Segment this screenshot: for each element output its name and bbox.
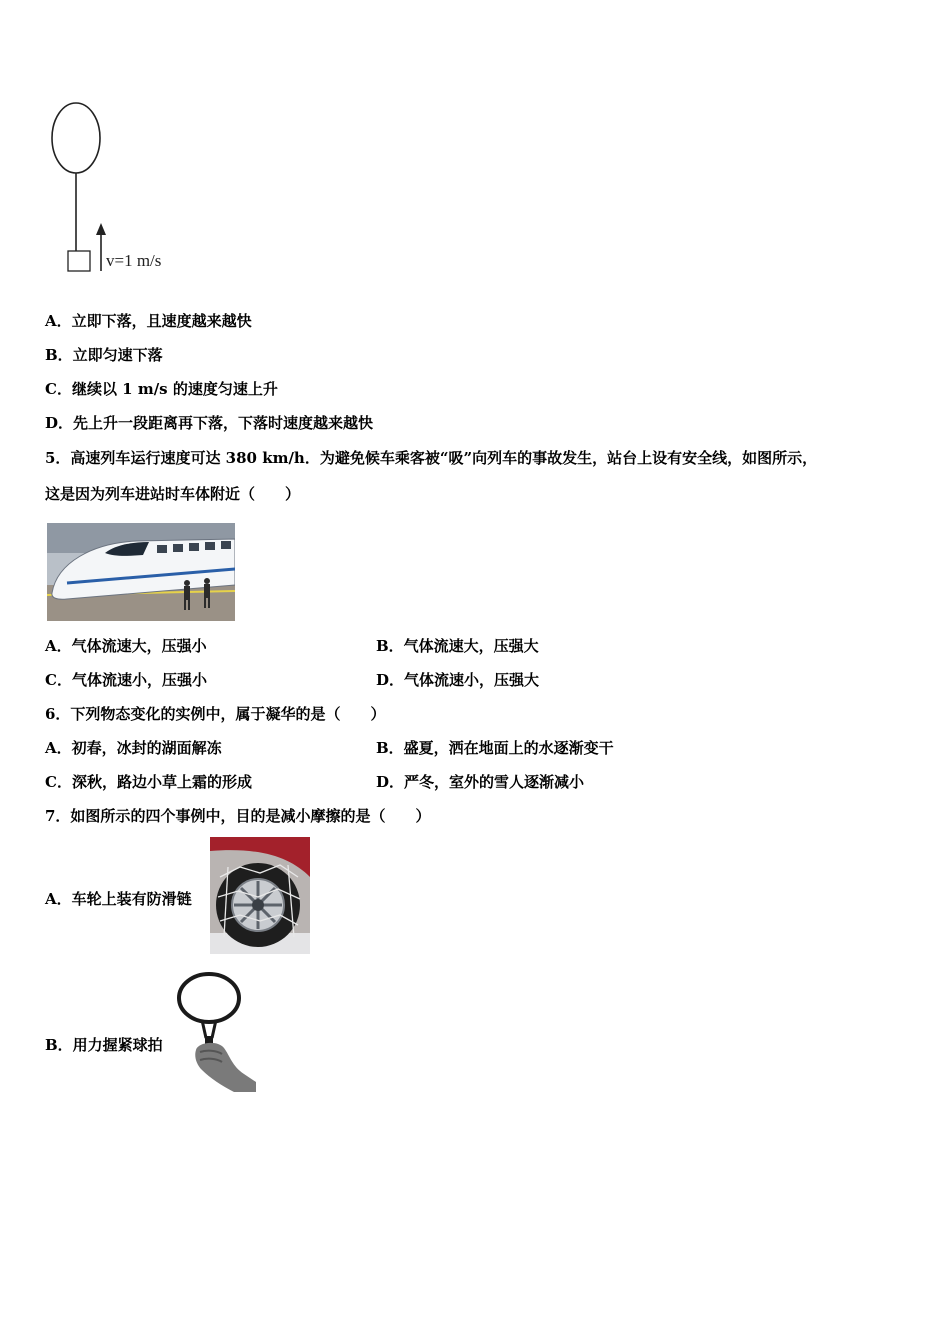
q4-option-d: D．先上升一段距离再下落，下落时速度越来越快 <box>45 414 374 432</box>
q4-option-a: A．立即下落，且速度越来越快 <box>45 312 252 330</box>
q6-option-c: C．深秋，路边小草上霜的形成 <box>45 773 252 791</box>
balloon-shape <box>52 103 100 173</box>
tire-chain-photo <box>210 837 310 954</box>
velocity-label: v=1 m/s <box>106 251 162 270</box>
q5-stem-line2: 这是因为列车进站时车体附近（ ） <box>45 485 301 503</box>
hanging-block <box>68 251 90 271</box>
q5-stem-line1: 5．高速列车运行速度可达 380 km/h．为避免候车乘客被“吸”向列车的事故发生，站台上设有安全线，如图所示， <box>45 449 818 467</box>
q6-option-a: A．初春，冰封的湖面解冻 <box>45 739 222 757</box>
q6-stem: 6．下列物态变化的实例中，属于凝华的是（ ） <box>45 705 386 723</box>
q7-option-a: A．车轮上装有防滑链 <box>45 890 192 908</box>
q4-option-c: C．继续以 1 m/s 的速度匀速上升 <box>45 380 278 398</box>
balloon-figure <box>40 95 200 280</box>
q7-option-b: B．用力握紧球拍 <box>45 1036 163 1054</box>
q6-option-b: B．盛夏，洒在地面上的水逐渐变干 <box>376 739 614 757</box>
q7-stem: 7．如图所示的四个事例中，目的是减小摩擦的是（ ） <box>45 807 431 825</box>
arrow-head-icon <box>96 223 106 235</box>
q4-option-b: B．立即匀速下落 <box>45 346 163 364</box>
q5-option-d: D．气体流速小，压强大 <box>376 671 540 689</box>
q5-option-b: B．气体流速大，压强大 <box>376 637 539 655</box>
racket-grip-photo <box>172 970 256 1092</box>
train-photo <box>47 523 235 621</box>
q5-option-c: C．气体流速小，压强小 <box>45 671 207 689</box>
q5-option-a: A．气体流速大，压强小 <box>45 637 207 655</box>
q6-option-d: D．严冬，室外的雪人逐渐减小 <box>376 773 585 791</box>
